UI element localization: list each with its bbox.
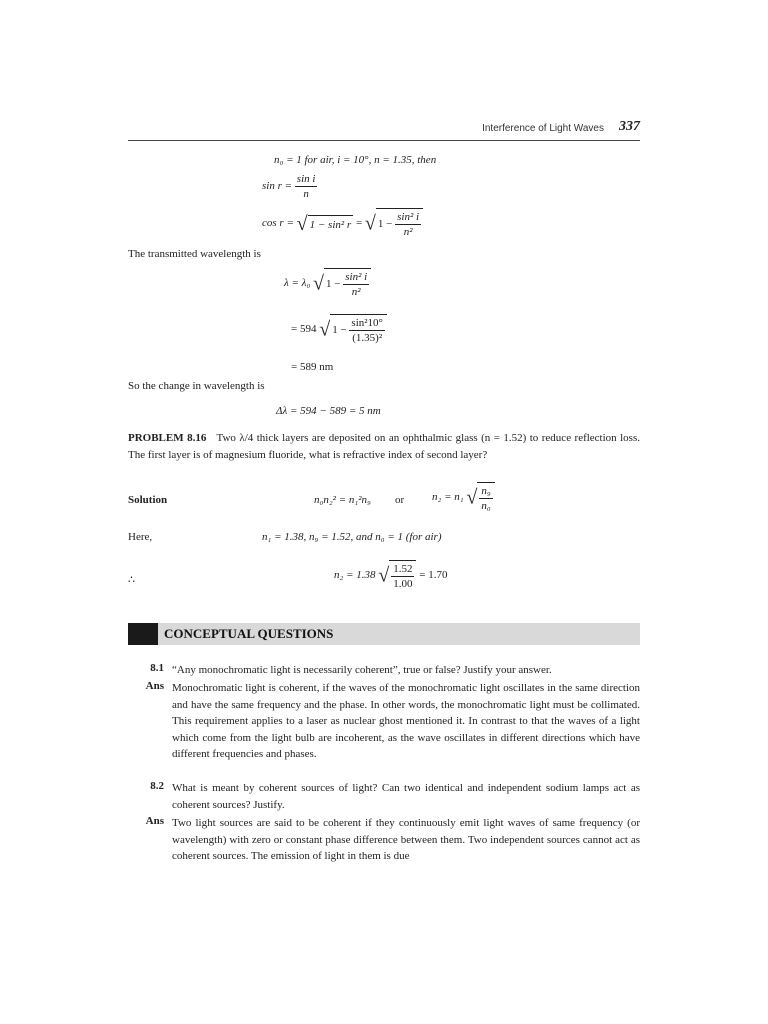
cosr-equals: = (355, 217, 363, 230)
problem-8-16 (128, 430, 640, 463)
lambda-radical: √ 1 − $\frac{\text{sin² i}}{\text{n²}}$ (313, 268, 371, 299)
question-number: 8.2 (150, 780, 164, 792)
answer-text: Monochromatic light is coherent, if the waves of the monochromatic light oscillates in the same direction and have the same frequency and the phase. In other words, the monochromatic light must be collimated. This requirement applies to a laser as nuclear ghost mentioned it. In contrast to that the waves of a light which come from the light bulb are incoherent, as the wave oscillates in different directions which have different frequencies and phases. (172, 682, 640, 760)
problem-label: PROBLEM 8.16 (128, 432, 207, 444)
lambda-result: = 589 nm (291, 361, 334, 373)
result-equation (334, 560, 447, 591)
solution-eq2-numerator: n₉ (481, 485, 491, 497)
lambda-fraction (343, 270, 369, 299)
question-number: 8.1 (150, 662, 164, 674)
question-text: What is meant by coherent sources of light? Can two identical and independent sodium lamps act as coherent sources? Justify. (172, 782, 640, 811)
solution-or: or (395, 494, 405, 506)
transmitted-text: The transmitted wavelength is (128, 248, 261, 260)
here-label: Here, (128, 531, 153, 543)
answer-text: Two light sources are said to be coherent if they continuously emit light waves of same frequency (or wavelength) with zero or constant phase difference between them. Two independent sources cannot act as coherent sources. The emission of light in them is due (172, 817, 640, 862)
lambda-one-minus: 1 − (326, 278, 341, 291)
question-text: “Any monochromatic light is necessarily coherent”, true or false? Justify your answer. (172, 664, 552, 676)
lambda2-numerator: sin²10° (351, 317, 383, 329)
solution-eq2-denominator: n₀ (481, 500, 491, 512)
lambda2-one-minus: 1 − (332, 324, 347, 337)
result-radical: √ $\frac{1.52}{1.00}$ (378, 560, 416, 591)
problem-text: Two λ/4 thick layers are deposited on an ophthalmic glass (n = 1.52) to reduce reflection loss. The first layer is of magnesium fluoride, what is refractive index of second layer? (128, 432, 640, 461)
sinr-lhs: sin r = (262, 180, 293, 193)
page-number: 337 (619, 119, 640, 134)
cosr-radical-1: √ 1 − sin² r (296, 212, 352, 235)
delta-lambda: Δλ = 594 − 589 = 5 nm (276, 405, 381, 417)
solution-eq2-fraction (479, 484, 492, 513)
section-title: CONCEPTUAL QUESTIONS (164, 626, 334, 641)
result-fraction (391, 562, 414, 591)
lambda2-radical: √ 1 − $\frac{\text{sin²10°}}{\text{(1.35)²}}$ (319, 314, 387, 345)
result-numerator: 1.52 (393, 563, 413, 575)
result-denominator: 1.00 (393, 578, 413, 590)
lambda-numerator: sin² i (345, 271, 368, 283)
sinr-denominator: n (303, 188, 309, 200)
running-title: Interference of Light Waves (482, 123, 604, 134)
result-rhs: = 1.70 (419, 569, 448, 582)
given-line: n₀ = 1 for air, i = 10°, n = 1.35, then (274, 154, 437, 166)
cosr-radicand-1: 1 − sin² r (308, 215, 354, 233)
therefore-symbol: ∴ (128, 574, 135, 586)
solution-eq2-lhs: n₂ = n₁ (432, 491, 464, 504)
lambda-lhs: λ = λ₀ (284, 277, 311, 290)
sinr-numerator: sin i (296, 173, 316, 185)
solution-eq1: n₀n₂² = n₁²n₉ (314, 494, 371, 506)
cosr-denominator: n² (403, 226, 413, 238)
section-marker (128, 623, 158, 645)
cosr-equation (262, 208, 423, 239)
cosr-fraction (395, 210, 421, 239)
solution-eq2-radical: √ $\frac{\text{n₉}}{\text{n₀}}$ (466, 482, 494, 513)
cosr-lhs: cos r = (262, 217, 294, 230)
cosr-radical-2: √ 1 − $\frac{\text{sin² i}}{\text{n²}}$ (365, 208, 423, 239)
answer-label: Ans (145, 815, 164, 827)
answer-label: Ans (145, 680, 164, 692)
page-header (128, 118, 640, 141)
sinr-equation (262, 172, 317, 201)
conceptual-questions-header (128, 623, 640, 645)
cosr-numerator: sin² i (397, 211, 420, 223)
lambda2-lhs: = 594 (291, 323, 317, 336)
change-text: So the change in wavelength is (128, 380, 265, 392)
solution-label: Solution (128, 494, 168, 506)
here-values: n₁ = 1.38, n₉ = 1.52, and n₀ = 1 (for air) (262, 531, 442, 543)
lambda2-denominator: (1.35)² (352, 332, 383, 344)
lambda-equation (284, 268, 371, 299)
sinr-fraction (295, 172, 318, 201)
cosr-one-minus: 1 − (377, 218, 393, 231)
solution-eq2 (432, 482, 495, 513)
lambda-substitution (291, 314, 387, 345)
lambda2-fraction (349, 316, 385, 345)
result-lhs: n₂ = 1.38 (334, 569, 376, 582)
lambda-denominator: n² (351, 286, 361, 298)
